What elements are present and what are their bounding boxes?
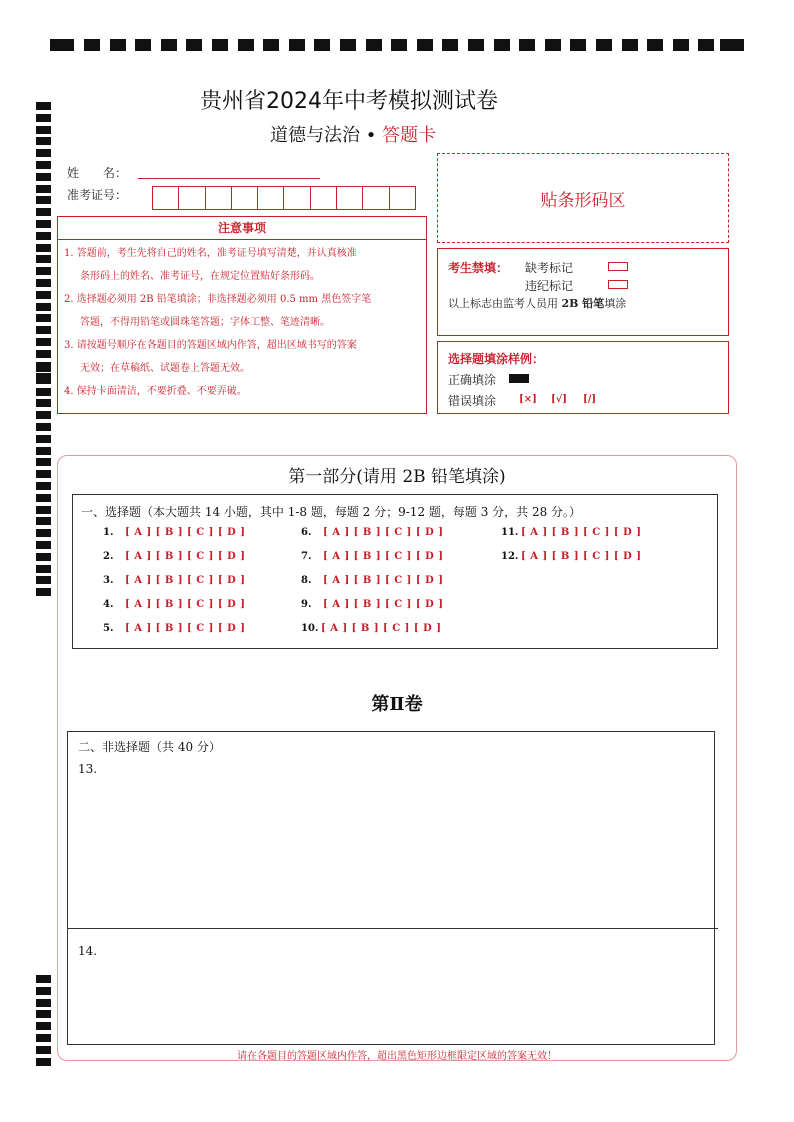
answer-options[interactable]: [ A ] [ B ] [ C ] [ D ] bbox=[323, 575, 444, 586]
alignment-mark bbox=[36, 137, 51, 145]
alignment-mark bbox=[36, 364, 51, 372]
correct-fill-label: 正确填涂 bbox=[448, 373, 497, 387]
alignment-mark bbox=[36, 255, 51, 263]
name-input-line[interactable] bbox=[138, 178, 320, 179]
question-number: 8. bbox=[301, 575, 312, 586]
answer-options[interactable]: [ A ] [ B ] [ C ] [ D ] bbox=[521, 527, 642, 538]
notice-item: 2. 选择题必须用 2B 铅笔填涂；非选择题必须用 0.5 mm 黑色签字笔 bbox=[64, 294, 372, 305]
alignment-mark bbox=[36, 435, 51, 443]
choice-question-row[interactable] bbox=[301, 575, 444, 586]
alignment-mark bbox=[36, 244, 51, 252]
alignment-mark bbox=[596, 39, 612, 51]
question-number: 12. bbox=[501, 551, 519, 562]
forbidden-note-suffix: 填涂 bbox=[604, 297, 627, 310]
alignment-mark bbox=[135, 39, 151, 51]
wrong-mark-2: [√] bbox=[551, 394, 568, 405]
alignment-mark bbox=[36, 314, 51, 322]
choice-question-row[interactable] bbox=[103, 575, 246, 586]
forbidden-note-bold: 2B 铅笔 bbox=[561, 297, 605, 310]
choice-question-row[interactable] bbox=[103, 599, 246, 610]
alignment-mark bbox=[36, 149, 51, 157]
alignment-mark bbox=[36, 1010, 51, 1018]
title-separator: • bbox=[365, 125, 377, 146]
non-choice-box bbox=[67, 731, 715, 1045]
alignment-mark bbox=[36, 399, 51, 407]
alignment-mark bbox=[36, 447, 51, 455]
question-14-label: 14. bbox=[78, 944, 98, 958]
notice-box bbox=[57, 240, 427, 414]
answer-options[interactable]: [ A ] [ B ] [ C ] [ D ] bbox=[323, 551, 444, 562]
alignment-mark bbox=[161, 39, 177, 51]
alignment-mark bbox=[36, 338, 51, 346]
alignment-mark bbox=[468, 39, 484, 51]
alignment-mark bbox=[442, 39, 458, 51]
alignment-mark bbox=[36, 588, 51, 596]
card-label: 答题卡 bbox=[382, 125, 437, 146]
alignment-mark bbox=[289, 39, 305, 51]
alignment-mark bbox=[36, 494, 51, 502]
question-number: 10. bbox=[301, 623, 319, 634]
notice-item: 1. 答题前，考生先将自己的姓名，准考证号填写清楚，并认真核准 bbox=[64, 248, 357, 259]
absent-mark-box[interactable] bbox=[608, 262, 628, 271]
question-13-answer-area[interactable] bbox=[71, 773, 711, 928]
alignment-mark bbox=[36, 999, 51, 1007]
alignment-mark bbox=[36, 161, 51, 169]
choice-question-row[interactable] bbox=[301, 623, 442, 634]
alignment-mark bbox=[36, 1034, 51, 1042]
alignment-mark bbox=[84, 39, 100, 51]
choice-questions-box bbox=[72, 494, 718, 649]
alignment-mark bbox=[36, 565, 51, 573]
barcode-area bbox=[437, 153, 729, 243]
answer-options[interactable]: [ A ] [ B ] [ C ] [ D ] bbox=[125, 575, 246, 586]
notice-title: 注意事项 bbox=[217, 221, 266, 235]
part2-title: 第Ⅱ卷 bbox=[371, 694, 423, 715]
alignment-mark bbox=[36, 506, 51, 514]
alignment-mark bbox=[36, 185, 51, 193]
alignment-mark bbox=[673, 39, 689, 51]
alignment-mark bbox=[36, 303, 51, 311]
forbidden-title: 考生禁填： bbox=[448, 261, 509, 275]
choice-question-row[interactable] bbox=[301, 527, 444, 538]
question-number: 6. bbox=[301, 527, 312, 538]
question-divider bbox=[68, 928, 718, 929]
wrong-mark-3: [/] bbox=[583, 394, 597, 405]
exam-id-digit-box[interactable] bbox=[206, 186, 232, 210]
question-13-label: 13. bbox=[78, 762, 98, 776]
forbidden-note bbox=[448, 295, 626, 311]
exam-id-label: 准考证号： bbox=[67, 188, 128, 202]
name-label: 姓 名： bbox=[67, 166, 128, 180]
alignment-mark bbox=[340, 39, 356, 51]
violation-label: 违纪标记 bbox=[525, 279, 574, 293]
subject-name: 道德与法治 bbox=[270, 125, 360, 146]
alignment-mark bbox=[698, 39, 714, 51]
choice-question-row[interactable] bbox=[103, 623, 246, 634]
alignment-mark bbox=[622, 39, 638, 51]
exam-id-digit-box[interactable] bbox=[152, 186, 179, 210]
alignment-mark bbox=[570, 39, 586, 51]
exam-id-digit-box[interactable] bbox=[390, 186, 416, 210]
alignment-mark bbox=[36, 291, 51, 299]
exam-id-digit-box[interactable] bbox=[179, 186, 205, 210]
alignment-mark bbox=[36, 517, 51, 525]
notice-item: 3. 请按题号顺序在各题目的答题区域内作答，超出区域书写的答案 bbox=[64, 340, 357, 351]
alignment-mark bbox=[36, 388, 51, 396]
answer-options[interactable]: [ A ] [ B ] [ C ] [ D ] bbox=[125, 599, 246, 610]
alignment-mark bbox=[36, 350, 51, 358]
question-number: 3. bbox=[103, 575, 114, 586]
alignment-mark bbox=[36, 267, 51, 275]
notice-item: 无效；在草稿纸、试题卷上答题无效。 bbox=[80, 363, 250, 374]
violation-mark-box[interactable] bbox=[608, 280, 628, 289]
absent-label: 缺考标记 bbox=[525, 261, 574, 275]
exam-id-digit-box[interactable] bbox=[232, 186, 258, 210]
exam-title: 贵州省2024年中考模拟测试卷 bbox=[200, 89, 498, 114]
barcode-label: 贴条形码区 bbox=[540, 190, 626, 211]
answer-options[interactable]: [ A ] [ B ] [ C ] [ D ] bbox=[125, 551, 246, 562]
alignment-mark bbox=[36, 576, 51, 584]
alignment-mark bbox=[417, 39, 433, 51]
exam-id-boxes bbox=[152, 186, 416, 210]
alignment-mark bbox=[36, 279, 51, 287]
non-choice-section-title: 二、非选择题（共 40 分） bbox=[78, 740, 221, 754]
alignment-mark bbox=[36, 541, 51, 549]
forbidden-note-prefix: 以上标志由监考人员用 bbox=[448, 297, 562, 310]
notice-item: 答题，不得用铅笔或圆珠笔答题；字体工整、笔迹清晰。 bbox=[80, 317, 330, 328]
alignment-mark bbox=[36, 326, 51, 334]
alignment-mark bbox=[186, 39, 202, 51]
exam-subtitle bbox=[270, 121, 436, 147]
alignment-mark bbox=[36, 411, 51, 419]
alignment-mark bbox=[36, 196, 51, 204]
question-number: 4. bbox=[103, 599, 114, 610]
choice-question-row[interactable] bbox=[103, 551, 246, 562]
alignment-mark bbox=[36, 114, 51, 122]
footer-warning: 请在各题目的答题区域内作答，超出黑色矩形边框限定区域的答案无效！ bbox=[237, 1051, 557, 1062]
alignment-mark bbox=[36, 173, 51, 181]
question-number: 7. bbox=[301, 551, 312, 562]
question-number: 11. bbox=[501, 527, 519, 538]
notice-header bbox=[57, 216, 427, 240]
notice-item: 条形码上的姓名、准考证号，在规定位置贴好条形码。 bbox=[80, 271, 320, 282]
alignment-mark bbox=[519, 39, 535, 51]
alignment-mark bbox=[36, 220, 51, 228]
exam-id-digit-box[interactable] bbox=[311, 186, 337, 210]
alignment-mark bbox=[391, 39, 407, 51]
alignment-mark bbox=[36, 423, 51, 431]
alignment-mark bbox=[36, 529, 51, 537]
alignment-mark bbox=[720, 39, 744, 51]
choice-question-row[interactable] bbox=[301, 551, 444, 562]
choice-section-title: 一、选择题（本大题共 14 小题，其中 1-8 题，每题 2 分；9-12 题，每题 3 分，共 28 分。） bbox=[81, 505, 582, 519]
exam-id-digit-box[interactable] bbox=[337, 186, 363, 210]
alignment-mark bbox=[494, 39, 510, 51]
forbidden-box bbox=[437, 248, 729, 336]
answer-options[interactable]: [ A ] [ B ] [ C ] [ D ] bbox=[521, 551, 642, 562]
answer-options[interactable]: [ A ] [ B ] [ C ] [ D ] bbox=[323, 527, 444, 538]
alignment-mark bbox=[36, 553, 51, 561]
correct-fill-sample bbox=[509, 374, 529, 383]
question-14-answer-area[interactable] bbox=[71, 958, 711, 1040]
alignment-mark bbox=[36, 1022, 51, 1030]
question-number: 1. bbox=[103, 527, 114, 538]
alignment-mark bbox=[36, 102, 51, 110]
exam-id-digit-box[interactable] bbox=[284, 186, 310, 210]
wrong-mark-1: [×] bbox=[519, 394, 537, 405]
question-number: 2. bbox=[103, 551, 114, 562]
question-number: 9. bbox=[301, 599, 312, 610]
notice-item: 4. 保持卡面清洁，不要折叠、不要弄破。 bbox=[64, 386, 247, 397]
answer-options[interactable]: [ A ] [ B ] [ C ] [ D ] bbox=[125, 527, 246, 538]
answer-options[interactable]: [ A ] [ B ] [ C ] [ D ] bbox=[125, 623, 246, 634]
alignment-mark bbox=[36, 232, 51, 240]
alignment-mark bbox=[36, 208, 51, 216]
alignment-mark bbox=[110, 39, 126, 51]
alignment-mark bbox=[647, 39, 663, 51]
answer-options[interactable]: [ A ] [ B ] [ C ] [ D ] bbox=[323, 599, 444, 610]
alignment-mark bbox=[50, 39, 74, 51]
alignment-mark bbox=[545, 39, 561, 51]
alignment-mark bbox=[238, 39, 254, 51]
wrong-fill-label: 错误填涂 bbox=[448, 394, 497, 408]
alignment-mark bbox=[366, 39, 382, 51]
alignment-mark bbox=[314, 39, 330, 51]
alignment-mark bbox=[36, 987, 51, 995]
choice-question-row[interactable] bbox=[501, 527, 642, 538]
alignment-mark bbox=[36, 376, 51, 384]
exam-id-digit-box[interactable] bbox=[363, 186, 389, 210]
choice-question-row[interactable] bbox=[301, 599, 444, 610]
alignment-mark bbox=[36, 126, 51, 134]
choice-question-row[interactable] bbox=[501, 551, 642, 562]
alignment-mark bbox=[263, 39, 279, 51]
choice-question-row[interactable] bbox=[103, 527, 246, 538]
exam-id-digit-box[interactable] bbox=[258, 186, 284, 210]
question-number: 5. bbox=[103, 623, 114, 634]
fill-example-box bbox=[437, 341, 729, 414]
example-title: 选择题填涂样例： bbox=[448, 352, 545, 366]
alignment-mark bbox=[212, 39, 228, 51]
part1-title: 第一部分(请用 2B 铅笔填涂) bbox=[288, 467, 506, 487]
answer-options[interactable]: [ A ] [ B ] [ C ] [ D ] bbox=[321, 623, 442, 634]
alignment-mark bbox=[36, 975, 51, 983]
